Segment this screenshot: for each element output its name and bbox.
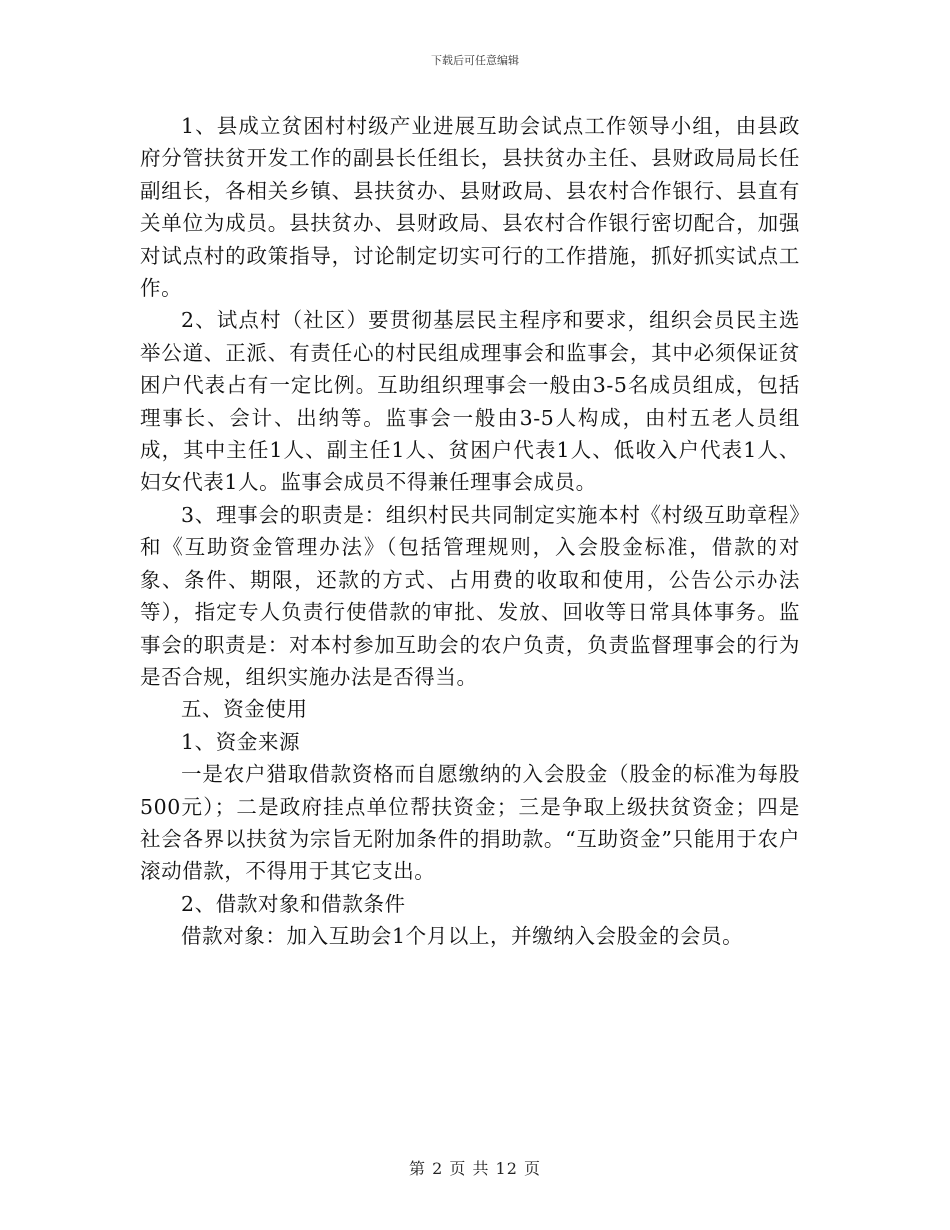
- section-heading-fund-use: 五、资金使用: [181, 697, 308, 722]
- page-number: 第 2 页 共 12 页: [409, 1159, 541, 1178]
- paragraph-council-duties: 3、理事会的职责是：组织村民共同制定实施本村《村级互助章程》和《互助资金管理办法》（包括管理规则，入会股金标准，借款的对象、条件、期限，还款的方式、占用费的收取和使用，公告公示办法等），指定专人负责行使借款的审批、发放、回收等日常具体事务。监事会的职责是：对本村参加互助会的农户负责，负责监督理事会的行为是否合规，组织实施办法是否得当。: [140, 502, 800, 689]
- paragraph-leading-group: 1、县成立贫困村村级产业进展互助会试点工作领导小组，由县政府分管扶贫开发工作的副县长任组长，县扶贫办主任、县财政局局长任副组长，各相关乡镇、县扶贫办、县财政局、县农村合作银行、县直有关单位为成员。县扶贫办、县财政局、县农村合作银行密切配合，加强对试点村的政策指导，讨论制定切实可行的工作措施，抓好抓实试点工作。: [140, 114, 800, 301]
- paragraph-fund-source: 一是农户猎取借款资格而自愿缴纳的入会股金（股金的标准为每股500元）；二是政府挂点单位帮扶资金；三是争取上级扶贫资金；四是社会各界以扶贫为宗旨无附加条件的捐助款。“互助资金”只能用于农户滚动借款，不得用于其它支出。: [140, 762, 800, 884]
- paragraph-council-formation: 2、试点村（社区）要贯彻基层民主程序和要求，组织会员民主选举公道、正派、有责任心的村民组成理事会和监事会，其中必须保证贫困户代表占有一定比例。互助组织理事会一般由3-5名成员组成，包括理事长、会计、出纳等。监事会一般由3-5人构成，由村五老人员组成，其中主任1人、副主任1人、贫困户代表1人、低收入户代表1人、妇女代表1人。监事会成员不得兼任理事会成员。: [140, 308, 800, 495]
- document-body: [140, 110, 800, 953]
- page-header-note: 下载后可任意编辑: [431, 54, 519, 67]
- subheading-fund-source: 1、资金来源: [181, 729, 301, 754]
- paragraph-loan-target: 借款对象：加入互助会1个月以上，并缴纳入会股金的会员。: [181, 924, 744, 949]
- subheading-loan-conditions: 2、借款对象和借款条件: [181, 891, 406, 916]
